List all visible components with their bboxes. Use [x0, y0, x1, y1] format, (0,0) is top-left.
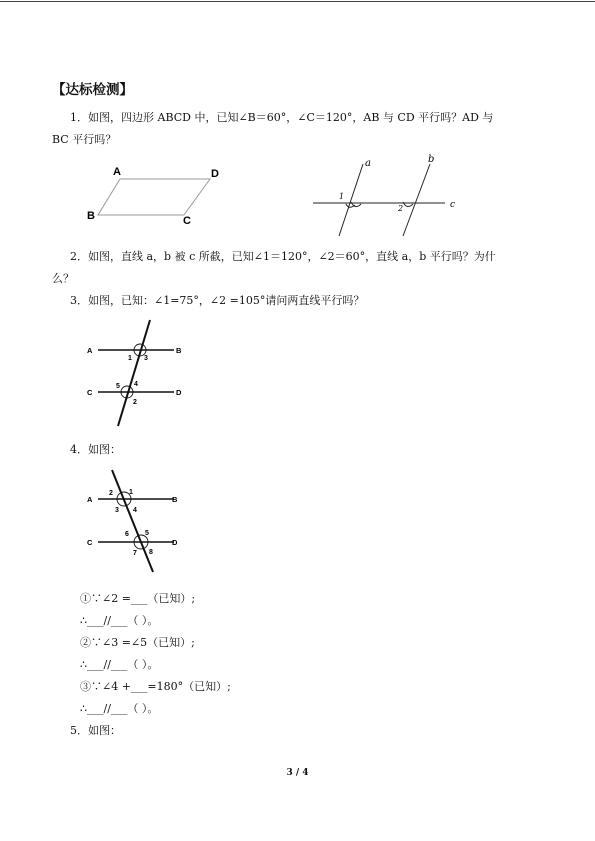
q4-line-1: ①∵∠2 =___（已知）; [80, 592, 196, 605]
q4-line-5: ③∵∠4 +___=180°（已知）; [80, 680, 231, 693]
label-B: B [87, 210, 95, 222]
q5-text: 5．如图： [70, 724, 121, 737]
q1-line2: BC 平行吗？ [52, 133, 117, 146]
label-C: C [87, 388, 93, 397]
label-B: B [172, 495, 178, 504]
q2-line1: 2．如图，直线 a，b 被 c 所截，已知∠1＝120°，∠2＝60°，直线 a，b 平行吗？为什 [70, 250, 496, 263]
label-angle-2: 2 [133, 399, 137, 406]
q4-line-3: ②∵∠3 =∠5（已知）; [80, 636, 195, 649]
label-angle-5: 5 [145, 530, 149, 537]
label-angle-1: 1 [339, 192, 345, 201]
label-B: B [176, 346, 182, 355]
label-angle-8: 8 [149, 549, 153, 556]
figure-transversal-abc [305, 150, 470, 242]
figure-q4-parallel-lines [84, 466, 194, 576]
label-c: c [450, 200, 456, 210]
q3-text: 3．如图，已知：∠1=75°，∠2 =105°请问两直线平行吗？ [70, 294, 365, 307]
q4-text: 4．如图： [70, 443, 121, 456]
q2-line2: 么？ [52, 272, 74, 285]
label-D: D [176, 388, 182, 397]
figure-parallelogram [80, 160, 240, 232]
section-heading: 【达标检测】 [52, 82, 133, 98]
page-number: 3 / 4 [286, 768, 309, 778]
label-angle-1: 1 [129, 489, 133, 496]
label-angle-3: 3 [115, 507, 119, 514]
label-a: a [365, 158, 371, 169]
label-angle-2: 2 [109, 490, 113, 497]
q4-line-4: ∴___//___（ ）。 [80, 658, 159, 671]
parallelogram-shape [98, 179, 210, 215]
top-rule [0, 1, 595, 2]
q4-line-6: ∴___//___（ ）。 [80, 702, 159, 715]
q4-line-2: ∴___//___（ ）。 [80, 614, 159, 627]
line-b [403, 164, 430, 236]
label-b: b [428, 154, 435, 165]
label-angle-4: 4 [133, 507, 137, 514]
label-A: A [113, 166, 121, 178]
label-angle-4: 4 [134, 381, 138, 388]
q1-line1: 1．如图，四边形 ABCD 中，已知∠B＝60°，∠C＝120°，AB 与 CD 平行吗？AD 与 [70, 111, 494, 124]
label-angle-3: 3 [144, 355, 148, 362]
label-A: A [87, 495, 93, 504]
label-angle-1: 1 [128, 355, 132, 362]
label-angle-6: 6 [125, 531, 129, 538]
label-C: C [183, 215, 191, 227]
label-D: D [211, 168, 219, 180]
label-angle-2: 2 [398, 204, 404, 213]
transversal-line [118, 320, 150, 426]
label-D: D [172, 538, 178, 547]
figure-q3-parallel-lines [84, 316, 194, 430]
label-A: A [87, 346, 93, 355]
label-C: C [87, 538, 93, 547]
label-angle-7: 7 [133, 550, 137, 557]
label-angle-5: 5 [116, 383, 120, 390]
